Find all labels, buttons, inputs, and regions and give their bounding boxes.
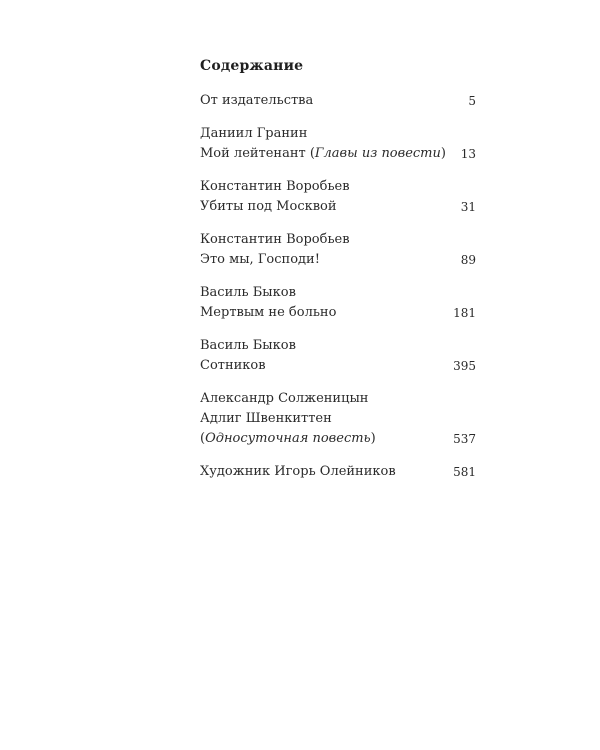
toc-title: Содержание: [200, 58, 304, 74]
entry-work: Мертвым не больно: [200, 305, 337, 320]
entry-work: Сотников: [200, 358, 266, 373]
entry-author: Василь Быков: [200, 338, 296, 353]
entry-note: [200, 429, 476, 449]
page-number: 13: [460, 147, 476, 161]
entry-author: Василь Быков: [200, 285, 296, 300]
entry-work-prefix: Мой лейтенант (: [200, 146, 315, 161]
page-number: 89: [460, 253, 476, 267]
toc-entry-illustrator[interactable]: [200, 462, 476, 482]
entry-work: Это мы, Господи!: [200, 252, 320, 267]
toc-entry-granin[interactable]: [200, 124, 476, 164]
entry-work-suffix: ): [440, 146, 446, 161]
entry-author: Константин Воробьев: [200, 232, 350, 247]
page-number: 581: [453, 465, 476, 479]
entry-note-prefix: (: [200, 431, 206, 446]
entry-note-suffix: ): [370, 431, 376, 446]
entry-title: От издательства: [200, 93, 314, 108]
entry-title: Художник Игорь Олейников: [200, 464, 396, 479]
entry-author: Константин Воробьев: [200, 179, 350, 194]
page-number: 537: [453, 432, 476, 446]
toc-entry-vorobyev-1[interactable]: [200, 177, 476, 217]
page-number: 5: [468, 94, 476, 108]
entry-work: [200, 144, 476, 164]
entry-note-italic: Односуточная повесть: [205, 431, 371, 446]
entry-work: Убиты под Москвой: [200, 199, 337, 214]
page-number: 31: [460, 200, 476, 214]
entry-author: Даниил Гранин: [200, 126, 308, 141]
toc-entry-publisher[interactable]: [200, 91, 476, 111]
table-of-contents: [200, 58, 476, 495]
toc-entry-vorobyev-2[interactable]: [200, 230, 476, 270]
entry-author: Александр Солженицын: [200, 391, 369, 406]
entry-work-italic: Главы из повести: [314, 146, 441, 161]
toc-entry-solzhenitsyn[interactable]: [200, 389, 476, 449]
entry-work: Адлиг Швенкиттен: [200, 411, 332, 426]
toc-entry-bykov-1[interactable]: [200, 283, 476, 323]
toc-entry-bykov-2[interactable]: [200, 336, 476, 376]
page-number: 181: [453, 306, 476, 320]
page-number: 395: [453, 359, 476, 373]
